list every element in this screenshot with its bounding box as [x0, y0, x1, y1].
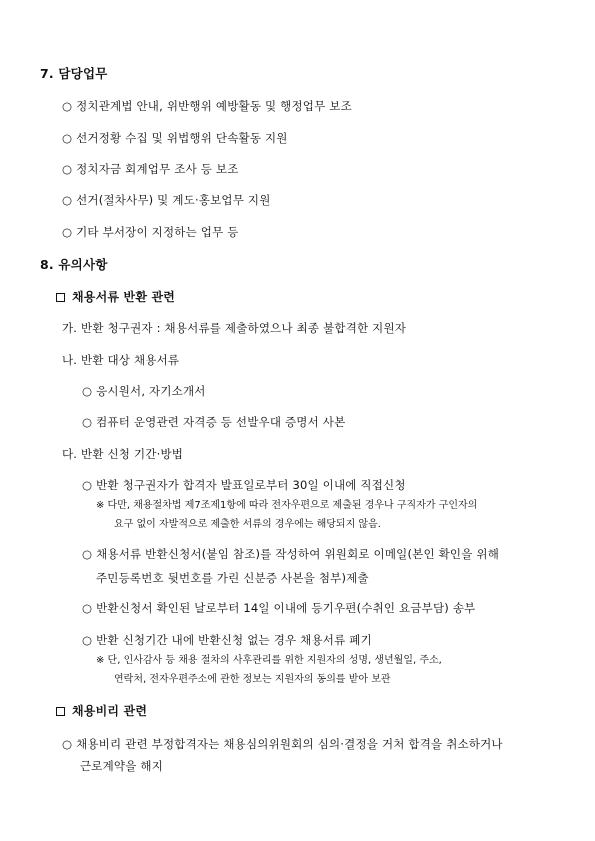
- irregular-item-cont: 근로계약을 해지: [80, 759, 164, 773]
- checkbox-square-icon: [56, 293, 65, 302]
- duty-item: ○ 기타 부서장이 지정하는 업무 등: [62, 225, 239, 239]
- irregular-heading: [56, 703, 147, 719]
- return-heading-text: 채용서류 반환 관련: [72, 290, 176, 304]
- return-method-item: ○ 채용서류 반환신청서(붙임 참조)를 작성하여 위원회로 이메일(본인 확인을 위해: [82, 547, 500, 561]
- return-method-heading: 다. 반환 신청 기간·방법: [62, 447, 184, 461]
- return-heading: [56, 289, 175, 305]
- duty-item: ○ 정치자금 회계업무 조사 등 보조: [62, 162, 239, 176]
- duty-item: ○ 선거(절차사무) 및 계도·홍보업무 지원: [62, 193, 271, 207]
- return-target-heading: 나. 반환 대상 채용서류: [62, 353, 180, 367]
- return-claimant: 가. 반환 청구권자 : 채용서류를 제출하였으나 최종 불합격한 지원자: [62, 321, 407, 335]
- duty-item: ○ 선거정황 수집 및 위법행위 단속활동 지원: [62, 131, 288, 145]
- return-method-note: ※ 단, 인사감사 등 채용 절차의 사후관리를 위한 지원자의 성명, 생년월일, 주소,: [96, 655, 442, 666]
- return-method-item: ○ 반환 신청기간 내에 반환신청 없는 경우 채용서류 폐기: [82, 633, 372, 647]
- return-method-item: ○ 반환 청구권자가 합격자 발표일로부터 30일 이내에 직접신청: [82, 478, 406, 492]
- section-7-title: 7. 담당업무: [40, 66, 108, 81]
- return-method-note-cont: 요구 없이 자발적으로 제출한 서류의 경우에는 해당되지 않음.: [114, 519, 381, 530]
- irregular-heading-text: 채용비리 관련: [72, 704, 148, 718]
- return-method-note: ※ 다만, 채용절차법 제7조제1항에 따라 전자우편으로 제출된 경우나 구직자가 구인자의: [96, 500, 478, 511]
- return-method-item-cont: 주민등록번호 뒷번호를 가린 신분증 사본을 첨부)제출: [96, 571, 369, 585]
- return-target-item: ○ 응시원서, 자기소개서: [82, 384, 206, 398]
- section-8-title: 8. 유의사항: [40, 257, 108, 272]
- irregular-item: ○ 채용비리 관련 부정합격자는 채용심의위원회의 심의·결정을 거처 합격을 취소하거나: [62, 737, 503, 751]
- checkbox-square-icon: [56, 707, 65, 716]
- return-method-note-cont: 연락처, 전자우편주소에 관한 정보는 지원자의 동의를 받아 보관: [114, 674, 391, 685]
- return-method-item: ○ 반환신청서 확인된 날로부터 14일 이내에 등기우편(수취인 요금부담) 송부: [82, 601, 476, 615]
- duty-item: ○ 정치관계법 안내, 위반행위 예방활동 및 행정업무 보조: [62, 99, 352, 113]
- return-target-item: ○ 컴퓨터 운영관련 자격증 등 선발우대 증명서 사본: [82, 415, 346, 429]
